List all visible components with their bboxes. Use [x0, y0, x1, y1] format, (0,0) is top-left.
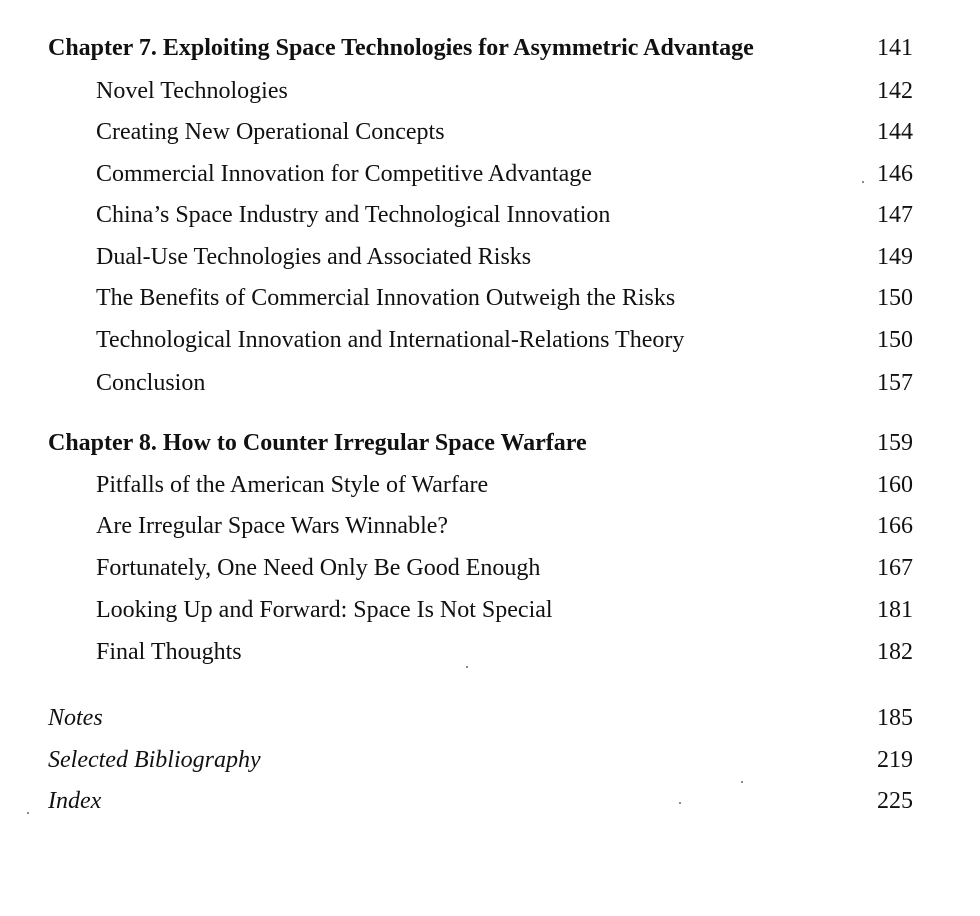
section-entry [48, 508, 913, 544]
scan-speck [466, 666, 468, 668]
section-entry [48, 634, 913, 670]
page-number: 141 [877, 35, 913, 61]
section-title: Novel Technologies [96, 78, 288, 104]
back-matter-title: Index [48, 788, 102, 814]
section-entry [48, 467, 913, 503]
section-entry [48, 197, 913, 233]
chapter-7-entry [48, 30, 913, 66]
page-number: 142 [877, 78, 913, 104]
section-entry [48, 322, 913, 358]
section-title: Conclusion [96, 370, 206, 396]
section-entry [48, 365, 913, 401]
page-number: 166 [877, 513, 913, 539]
section-entry [48, 114, 913, 150]
page-number: 150 [877, 327, 913, 353]
section-entry [48, 239, 913, 275]
section-title: Fortunately, One Need Only Be Good Enough [96, 555, 541, 581]
section-title: Commercial Innovation for Competitive Advantage [96, 161, 592, 187]
section-title: Technological Innovation and International-Relations Theory [96, 327, 685, 353]
back-matter-title: Notes [48, 705, 103, 731]
section-title: Creating New Operational Concepts [96, 119, 445, 145]
section-entry [48, 280, 913, 316]
chapter-8-entry [48, 425, 913, 461]
page-number: 146 [877, 161, 913, 187]
page-number: 159 [877, 430, 913, 456]
page-number: 225 [877, 788, 913, 814]
page-number: 219 [877, 747, 913, 773]
page-number: 147 [877, 202, 913, 228]
page-number: 185 [877, 705, 913, 731]
section-title: The Benefits of Commercial Innovation Outweigh the Risks [96, 285, 676, 311]
section-title: Are Irregular Space Wars Winnable? [96, 513, 449, 539]
section-title: China’s Space Industry and Technological Innovation [96, 202, 611, 228]
scan-speck [862, 181, 864, 183]
scan-speck [27, 812, 29, 814]
back-matter-entry-bibliography [48, 742, 913, 778]
section-title: Dual-Use Technologies and Associated Risks [96, 244, 532, 270]
section-title: Looking Up and Forward: Space Is Not Special [96, 597, 553, 623]
page-number: 182 [877, 639, 913, 665]
section-entry [48, 156, 913, 192]
page-number: 157 [877, 370, 913, 396]
back-matter-entry-index [48, 783, 913, 819]
page-number: 149 [877, 244, 913, 270]
section-title: Final Thoughts [96, 639, 242, 665]
back-matter-entry-notes [48, 700, 913, 736]
chapter-title: Chapter 8. How to Counter Irregular Space Warfare [48, 430, 587, 456]
page-number: 150 [877, 285, 913, 311]
scan-speck [741, 781, 743, 783]
chapter-title: Chapter 7. Exploiting Space Technologies for Asymmetric Advantage [48, 35, 754, 61]
page-number: 181 [877, 597, 913, 623]
section-entry [48, 73, 913, 109]
back-matter-title: Selected Bibliography [48, 747, 261, 773]
section-entry [48, 592, 913, 628]
page-number: 160 [877, 472, 913, 498]
scan-speck [679, 802, 681, 804]
page-number: 144 [877, 119, 913, 145]
section-title: Pitfalls of the American Style of Warfare [96, 472, 489, 498]
page-number: 167 [877, 555, 913, 581]
section-entry [48, 550, 913, 586]
